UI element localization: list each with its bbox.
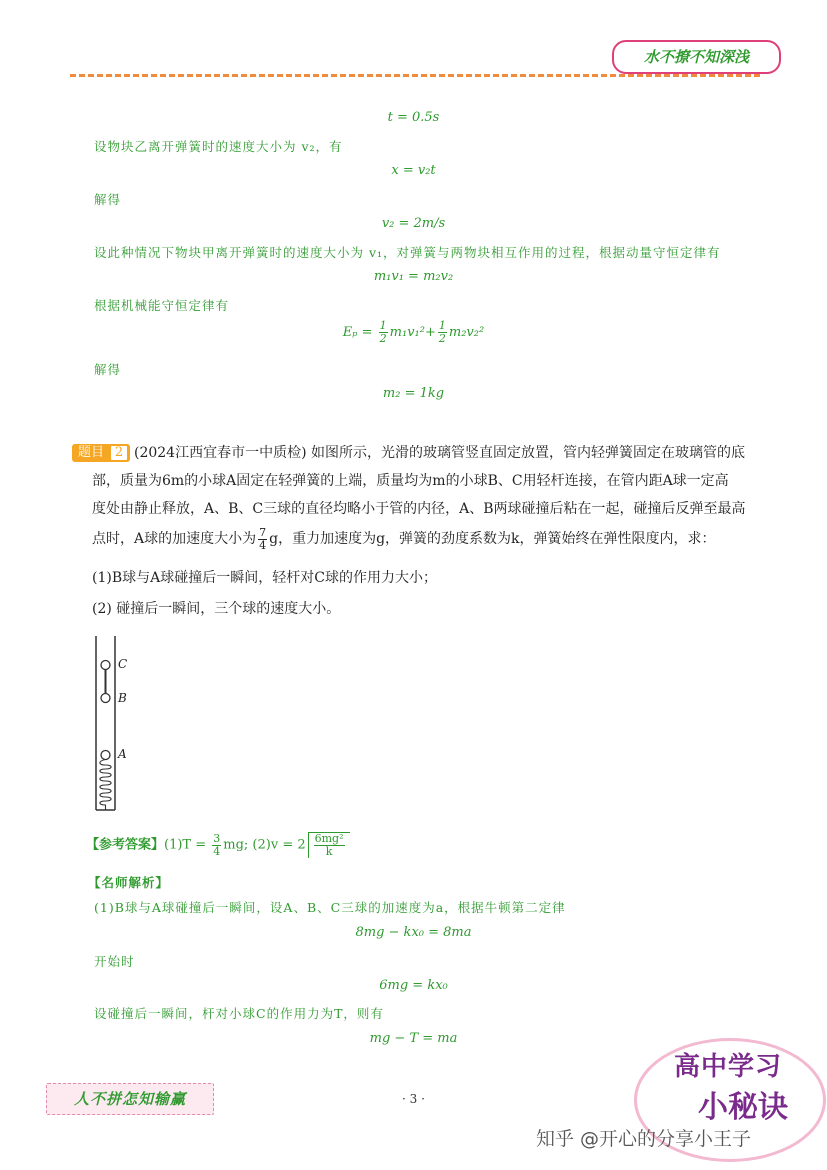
analysis-text: 设碰撞后一瞬间，杆对小球C的作用力为T，则有 [94,1006,384,1021]
ball-b [101,694,110,703]
problem-text: 点时，A球的加速度大小为 $\frac{7}{4}$ g，重力加速度为g，弹簧的劲度系数为k，弹簧始终在弹性限度内，求： [92,525,716,552]
equation-newton: 8mg − kx₀ = 8ma [355,925,472,940]
question-2: (2) 碰撞后一瞬间，三个球的速度大小。 [92,601,341,617]
footer-slogan: 人不拼怎知输赢 [46,1083,214,1115]
equation-c: mg − T = ma [369,1031,458,1046]
solution-text: 解得 [94,192,122,207]
analysis-tag: 【名师解析】 [88,875,170,890]
spring [100,760,111,811]
header-divider [70,74,760,77]
equation-momentum: m₁v₁ = m₂v₂ [373,269,454,284]
promo-badge-line2: 小秘诀 [698,1090,788,1125]
equation-energy: Eₚ = $\frac{1}{2}$ m₁v₁²+ $\frac{1}{2}$ m₂v₂² [342,319,485,345]
promo-badge-line1: 高中学习 [673,1052,782,1082]
equation-t: t = 0.5s [387,110,440,125]
page-number: · 3 · [402,1092,425,1106]
solution-text: 根据机械能守恒定律有 [94,298,230,313]
ball-a [101,751,110,760]
label-b: B [118,691,127,705]
solution-text: 设此种情况下物块甲离开弹簧时的速度大小为 v₁，对弹簧与两物块相互作用的过程，根据动量守恒定律有 [94,245,721,260]
analysis-text: 开始时 [94,954,135,969]
header-slogan: 水不撩不知深浅 [612,40,781,74]
ball-c [101,661,110,670]
problem-badge: 题目 2 [72,444,130,462]
solution-text: 解得 [94,362,122,377]
equation-x: x = v₂t [391,163,436,178]
analysis-text: (1)B球与A球碰撞后一瞬间，设A、B、C三球的加速度为a，根据牛顿第二定律 [94,900,566,915]
question-1: (1)B球与A球碰撞后一瞬间，轻杆对C球的作用力大小； [92,570,437,586]
label-a: A [118,747,127,761]
equation-m2: m₂ = 1kg [382,386,445,401]
problem-text: (2024江西宜春市一中质检) 如图所示，光滑的玻璃管竖直固定放置，管内轻弹簧固定在玻璃管的底 [134,445,746,461]
reference-answer: 【参考答案】(1)T = $\frac{3}{4}$ mg; (2)v = 2 $\frac{\text{6mg²}}{k}$ [86,832,350,858]
problem-text: 部，质量为6m的小球A固定在轻弹簧的上端，质量均为m的小球B、C用轻杆连接，在管内距A球一定高 [92,473,729,489]
equation-v2: v₂ = 2m/s [381,216,446,231]
solution-text: 设物块乙离开弹簧时的速度大小为 v₂，有 [94,139,343,154]
watermark: 知乎 @开心的分享小王子 [536,1128,752,1150]
label-c: C [118,657,128,671]
problem-text: 度处由静止释放，A、B、C三球的直径均略小于管的内径，A、B两球碰撞后粘在一起，碰撞后反弹至最高 [92,501,746,517]
equation-initial: 6mg = kx₀ [379,978,448,993]
